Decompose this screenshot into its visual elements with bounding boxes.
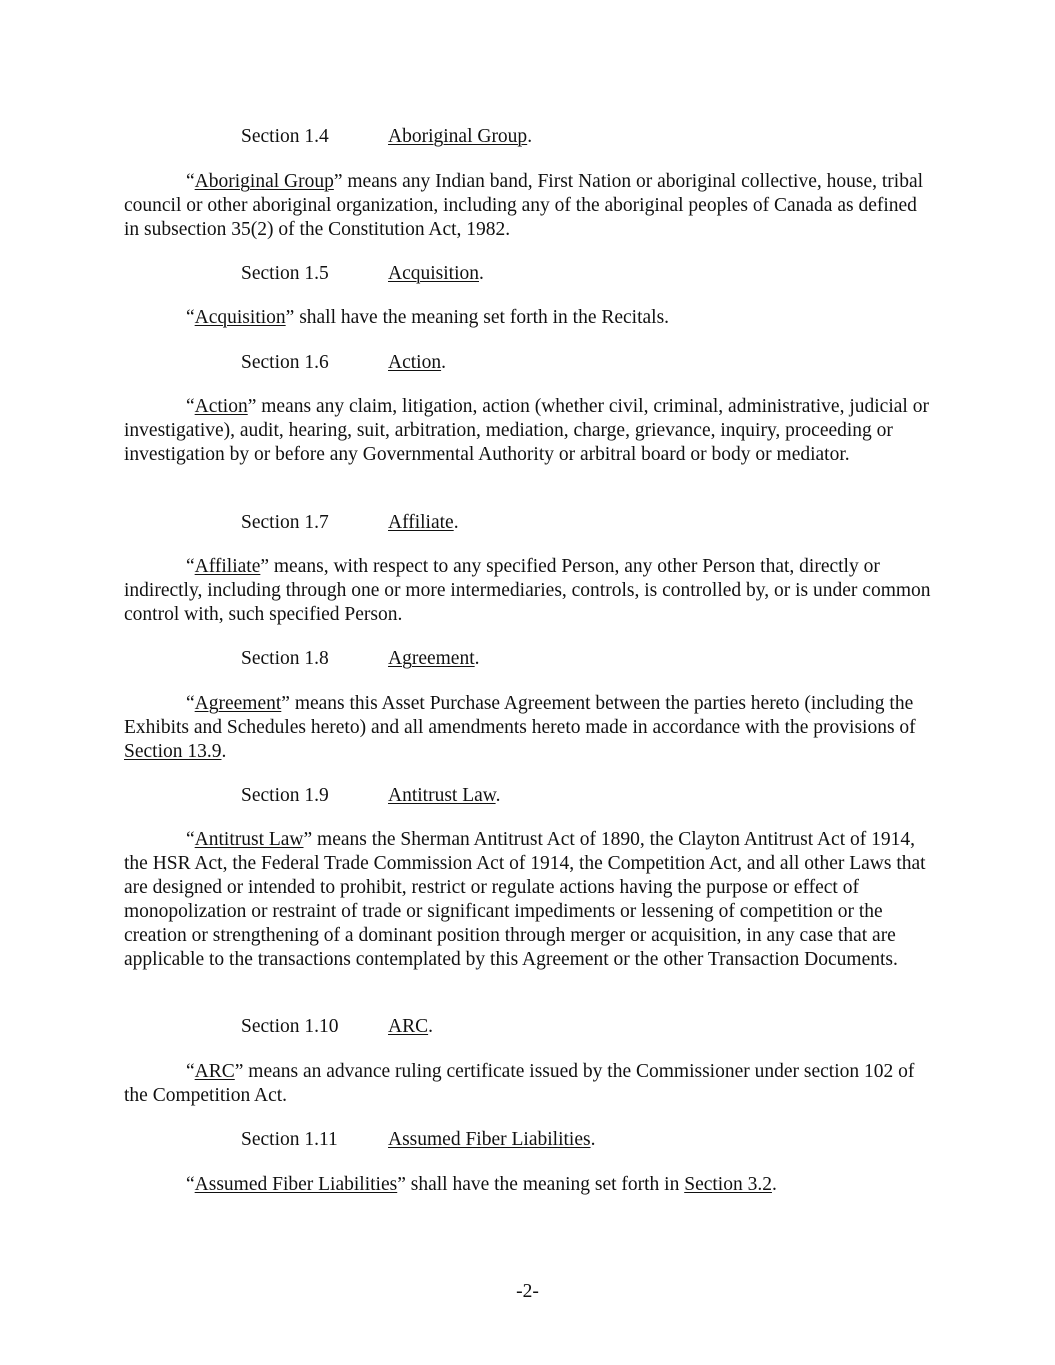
definition-assumed-fiber-liabilities: “Assumed Fiber Liabilities” shall have the meaning set forth in Section 3.2. xyxy=(186,1174,777,1195)
definition-text: means any claim, litigation, action (whether civil, criminal, administrative, judicial or investigative), audit, hearing, suit, arbitration, mediation, charge, grievance, inquiry, proceeding or investigation by or before any Governmental Authority or arbitral board or body or mediator. xyxy=(124,396,929,465)
definition-text: means this Asset Purchase Agreement between the parties hereto (including the Exhibits and Schedules hereto) and all amendments hereto made in accordance with the provisions of xyxy=(124,693,916,738)
section-title: Affiliate xyxy=(388,512,454,533)
section-number: Section 1.5 xyxy=(241,263,329,284)
section-number: Section 1.4 xyxy=(241,126,329,147)
section-heading-1-6: Section 1.6 Action. xyxy=(241,352,446,373)
definition-text-end: . xyxy=(221,741,227,762)
section-number: Section 1.11 xyxy=(241,1129,338,1150)
section-title: ARC xyxy=(388,1016,429,1037)
section-heading-1-4: Section 1.4 Aboriginal Group. xyxy=(241,126,533,147)
section-number: Section 1.9 xyxy=(241,785,329,806)
section-title: Assumed Fiber Liabilities xyxy=(388,1129,591,1150)
definition-text: shall have the meaning set forth in xyxy=(405,1174,685,1195)
section-number: Section 1.6 xyxy=(241,352,329,373)
section-heading-1-11: Section 1.11 Assumed Fiber Liabilities. xyxy=(241,1129,596,1150)
section-heading-1-8: Section 1.8 Agreement. xyxy=(241,648,480,669)
section-heading-1-7: Section 1.7 Affiliate. xyxy=(241,512,459,533)
definition-text: means any Indian band, First Nation or aboriginal collective, house, tribal council or other aboriginal organization, including any of the aboriginal peoples of Canada as defined in subsection 35(2) of the Constitution Act, 1982. xyxy=(124,171,924,240)
defined-term: Assumed Fiber Liabilities xyxy=(194,1174,398,1195)
cross-reference-link[interactable]: Section 3.2 xyxy=(684,1174,772,1195)
defined-term: ARC xyxy=(194,1061,235,1082)
defined-term: Aboriginal Group xyxy=(194,171,334,192)
page-number: -2- xyxy=(516,1281,539,1302)
definition-text: means, with respect to any specified Person, any other Person that, directly or indirectly, including through one or more intermediaries, controls, is controlled by, or is under common control with, such specified Person. xyxy=(124,556,931,625)
section-title: Acquisition xyxy=(388,263,479,284)
defined-term: Antitrust Law xyxy=(194,829,304,850)
section-title: Agreement xyxy=(388,648,475,669)
definition-text-end: . xyxy=(771,1174,777,1195)
definition-text: shall have the meaning set forth in the Recitals. xyxy=(294,307,670,328)
definition-action: “Action” means any claim, litigation, action (whether civil, criminal, administrative, judicial or investigative), audit, hearing, suit, arbitration, mediation, charge, grievance, inquiry, proceeding or investigation by or before any Governmental Authority or arbitral board or body or mediator. xyxy=(124,396,929,465)
section-heading-1-9: Section 1.9 Antitrust Law. xyxy=(241,785,501,806)
section-title: Action xyxy=(388,352,442,373)
section-number: Section 1.7 xyxy=(241,512,329,533)
defined-term: Affiliate xyxy=(194,556,261,577)
section-title: Aboriginal Group xyxy=(388,126,528,147)
section-heading-1-10: Section 1.10 ARC. xyxy=(241,1016,433,1037)
section-heading-1-5: Section 1.5 Acquisition. xyxy=(241,263,484,284)
defined-term: Action xyxy=(194,396,248,417)
definition-arc: “ARC” means an advance ruling certificate issued by the Commissioner under section 102 of the Competition Act. xyxy=(124,1061,915,1106)
definition-antitrust-law: “Antitrust Law” means the Sherman Antitrust Act of 1890, the Clayton Antitrust Act of 1914, the HSR Act, the Federal Trade Commission Act of 1914, the Competition Act, and all other Laws that are designed or intended to prohibit, restrict or regulate actions having the purpose or effect of monopolization or restraint of trade or significant impediments or lessening of competition or the creation or strengthening of a dominant position through merger or acquisition, in any case that are applicable to the transactions contemplated by this Agreement or the other Transaction Documents. xyxy=(124,829,926,970)
cross-reference-link[interactable]: Section 13.9 xyxy=(124,741,222,762)
definition-agreement: “Agreement” means this Asset Purchase Agreement between the parties hereto (including the Exhibits and Schedules hereto) and all amendments hereto made in accordance with the provisions of Section 13.9. xyxy=(124,693,916,762)
definition-text: means an advance ruling certificate issued by the Commissioner under section 102 of the Competition Act. xyxy=(124,1061,915,1106)
section-number: Section 1.10 xyxy=(241,1016,339,1037)
definition-aboriginal-group: “Aboriginal Group” means any Indian band, First Nation or aboriginal collective, house, tribal council or other aboriginal organization, including any of the aboriginal peoples of Canada as defined in subsection 35(2) of the Constitution Act, 1982. xyxy=(124,171,924,240)
definition-acquisition: “Acquisition” shall have the meaning set forth in the Recitals. xyxy=(186,307,670,328)
defined-term: Acquisition xyxy=(194,307,286,328)
definition-text: means the Sherman Antitrust Act of 1890, the Clayton Antitrust Act of 1914, the HSR Act, the Federal Trade Commission Act of 1914, the Competition Act, and all other Laws that are designed or intended to prohibit, restrict or regulate actions having the purpose or effect of monopolization or restraint of trade or significant impediments or lessening of competition or the creation or strengthening of a dominant position through merger or acquisition, in any case that are applicable to the transactions contemplated by this Agreement or the other Transaction Documents. xyxy=(124,829,926,970)
section-title: Antitrust Law xyxy=(388,785,496,806)
definition-affiliate: “Affiliate” means, with respect to any specified Person, any other Person that, directly or indirectly, including through one or more intermediaries, controls, is controlled by, or is under common control with, such specified Person. xyxy=(124,556,931,625)
section-number: Section 1.8 xyxy=(241,648,329,669)
defined-term: Agreement xyxy=(194,693,282,714)
